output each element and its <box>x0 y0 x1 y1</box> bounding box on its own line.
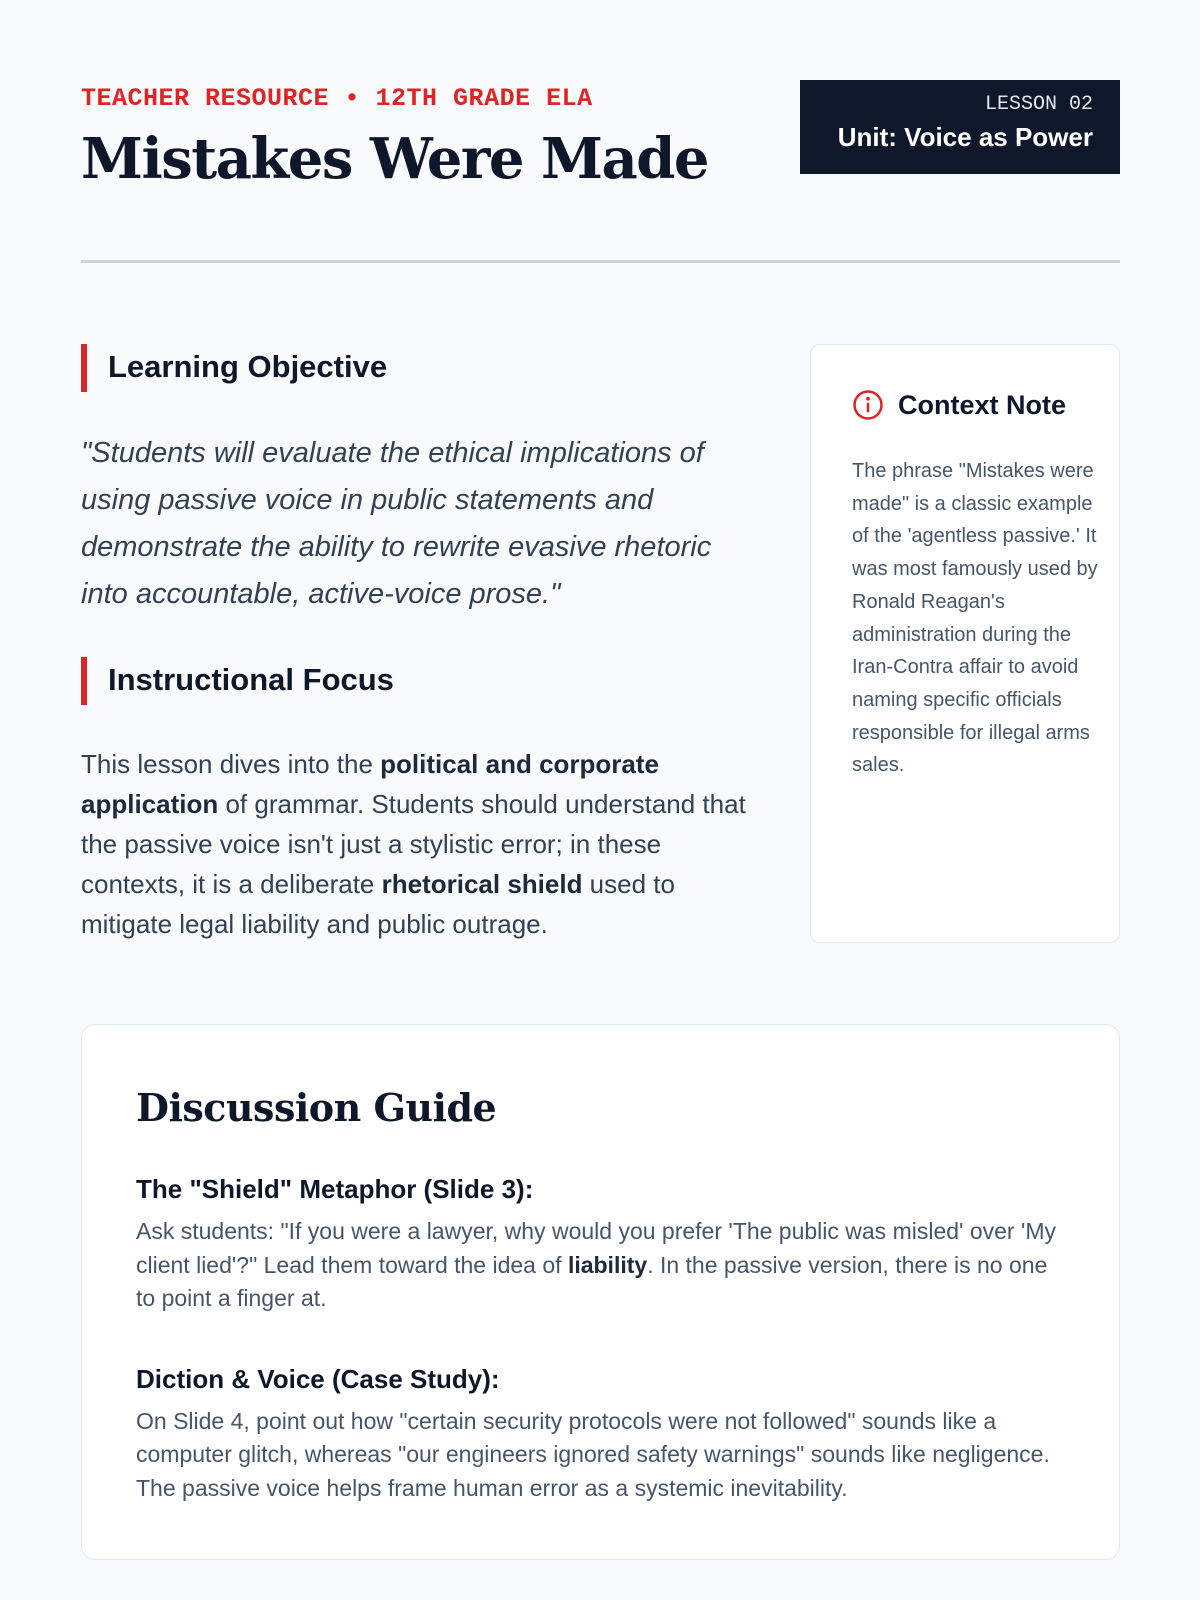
discussion-item-text-1: Ask students: "If you were a lawyer, why would you prefer 'The public was misled' over 'My client lied'?" Lead them toward the idea of <box>136 1218 1056 1278</box>
discussion-item-body <box>136 1215 1069 1316</box>
page-title: Mistakes Were Made <box>81 126 709 192</box>
focus-emphasis-1: political and corporate application <box>81 749 659 819</box>
discussion-item-title: Diction & Voice (Case Study): <box>136 1363 500 1394</box>
learning-objective-quote: "Students will evaluate the ethical implications of using passive voice in public statements and demonstrate the ability to rewrite evasive rhetoric into accountable, active-voice prose." <box>81 437 712 610</box>
info-icon <box>852 389 884 421</box>
learning-objective-heading: Learning Objective <box>81 344 387 392</box>
discussion-item-text-2: . In the passive version, there is no one to point a finger at. <box>136 1251 1048 1311</box>
eyebrow-label: TEACHER RESOURCE • 12TH GRADE ELA <box>81 84 593 113</box>
context-note-card <box>810 344 1120 943</box>
focus-text-1: This lesson dives into the <box>81 749 381 779</box>
context-note-body: The phrase "Mistakes were made" is a classic example of the 'agentless passive.' It was most famously used by Ronald Reagan's administration during the Iran-Contra affair to avoid naming specific officials responsible for illegal arms sales. <box>852 460 1098 777</box>
unit-title: Unit: Voice as Power <box>837 122 1093 152</box>
focus-text-2: of grammar. Students should understand that the passive voice isn't just a stylistic error; in these contexts, it is a deliberate <box>81 789 746 899</box>
header-divider <box>81 260 1120 263</box>
discussion-item-body: On Slide 4, point out how "certain security protocols were not followed" sounds like a computer glitch, whereas "our engineers ignored safety warnings" sounds like negligence. The passive voice helps frame human error as a systemic inevitability. <box>136 1407 1050 1501</box>
focus-emphasis-2: rhetorical shield <box>381 869 583 899</box>
focus-text-3: used to mitigate legal liability and public outrage. <box>81 869 675 939</box>
instructional-focus-heading: Instructional Focus <box>81 657 394 705</box>
discussion-item-title: The "Shield" Metaphor (Slide 3): <box>136 1174 534 1204</box>
discussion-item-emphasis: liability <box>567 1251 648 1278</box>
instructional-focus-text <box>81 744 761 944</box>
context-note-heading: Context Note <box>898 389 1066 420</box>
lesson-badge <box>800 80 1120 174</box>
discussion-guide-heading: Discussion Guide <box>136 1085 497 1130</box>
discussion-guide-card <box>81 1024 1120 1560</box>
lesson-number: LESSON 02 <box>984 93 1093 116</box>
context-note-header <box>852 389 1099 421</box>
